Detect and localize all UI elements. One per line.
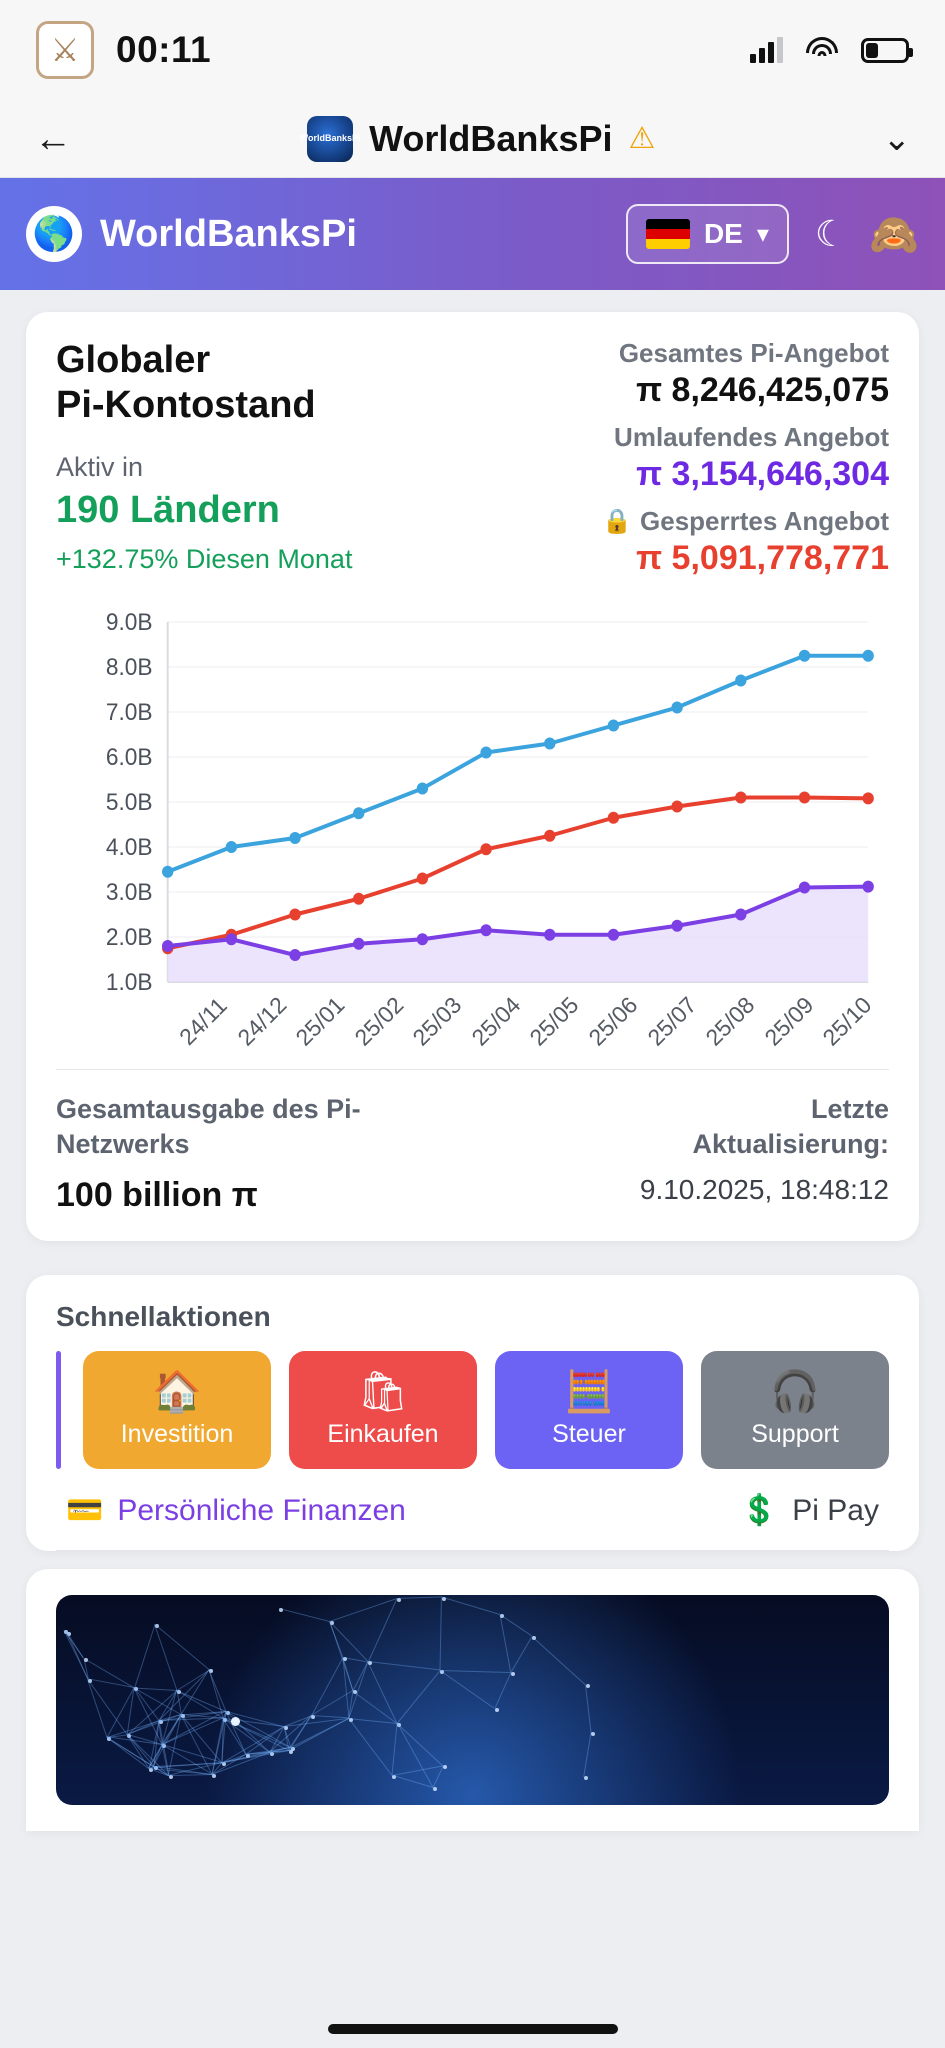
chart-x-label: 25/02: [349, 991, 409, 1051]
chevron-down-icon[interactable]: ⌄: [882, 119, 911, 158]
banner-edge: [349, 1718, 393, 1776]
network-globe-banner[interactable]: [56, 1595, 889, 1805]
svg-text:1.0B: 1.0B: [105, 968, 153, 996]
banner-edge: [494, 1672, 511, 1708]
banner-card: [26, 1569, 919, 1831]
banner-edge: [134, 1624, 155, 1688]
circulating-supply-value: π 3,154,646,304: [636, 455, 889, 493]
svg-text:3.0B: 3.0B: [105, 878, 153, 906]
browser-title-group: [100, 116, 863, 162]
home-indicator: [328, 2024, 618, 2034]
chart-canvas: [56, 608, 889, 1008]
quick-actions-divider: [56, 1550, 889, 1551]
banner-edge: [532, 1636, 586, 1685]
moon-icon[interactable]: ☾: [814, 213, 848, 254]
castle-icon: ⚔: [36, 21, 94, 79]
banner-edge: [392, 1765, 443, 1776]
banner-edge: [511, 1636, 533, 1673]
wallet-icon: 💳: [66, 1494, 104, 1528]
shopping-bag-icon: 🛍: [357, 1369, 409, 1414]
quick-action-label: Steuer: [552, 1419, 626, 1448]
svg-text:4.0B: 4.0B: [105, 833, 153, 861]
chart-x-axis-labels: [56, 991, 889, 1051]
app-header: [0, 178, 945, 290]
banner-edge: [64, 1630, 89, 1679]
quick-actions-card: [26, 1275, 919, 1551]
quick-action-label: Einkaufen: [327, 1419, 439, 1448]
browser-top-bar: [0, 100, 945, 178]
banner-edge: [368, 1598, 397, 1661]
status-bar-left: [36, 21, 211, 79]
balance-left: [56, 338, 352, 575]
supply-panel: [602, 338, 889, 578]
balance-title-line1: Globaler: [56, 339, 211, 381]
link-label: Pi Pay: [792, 1493, 879, 1527]
quick-action-label: Support: [751, 1419, 839, 1448]
chart-x-label: 25/01: [290, 991, 350, 1051]
active-countries: 190 Ländern: [56, 488, 280, 531]
battery-icon: [861, 38, 909, 63]
chevron-down-icon: ▾: [756, 220, 769, 248]
quick-action-einkaufen[interactable]: [289, 1351, 477, 1469]
last-update-block: [640, 1092, 889, 1206]
banner-node: [584, 1776, 588, 1780]
chart-x-label: 25/08: [700, 991, 760, 1051]
banner-edge: [440, 1670, 495, 1709]
status-bar-right: [750, 37, 909, 63]
total-spend-value: 100 billion π: [56, 1176, 258, 1215]
banner-edge: [88, 1679, 108, 1737]
chart-x-label: 25/10: [817, 991, 877, 1051]
language-selector[interactable]: [626, 204, 789, 264]
banner-node: [289, 1750, 293, 1754]
svg-text:5.0B: 5.0B: [105, 788, 153, 816]
chart-x-label: 24/11: [173, 992, 232, 1051]
back-arrow-icon[interactable]: ←: [34, 117, 72, 160]
banner-edge: [440, 1670, 511, 1673]
page-title: WorldBanksPi: [369, 117, 613, 159]
banner-edge: [583, 1732, 591, 1777]
signal-bars-icon: [750, 37, 783, 63]
banner-edge: [397, 1670, 441, 1724]
chart-footer: [56, 1092, 889, 1215]
quick-action-investition[interactable]: [83, 1351, 271, 1469]
chart-x-label: 25/03: [407, 991, 467, 1051]
fingerprint-icon[interactable]: 🙈: [869, 212, 919, 257]
svg-text:6.0B: 6.0B: [105, 743, 153, 771]
link-personal-finance[interactable]: [66, 1493, 406, 1528]
circulating-supply-label: Umlaufendes Angebot: [614, 422, 889, 452]
quick-actions-row: [56, 1351, 889, 1469]
banner-edge: [585, 1684, 592, 1732]
locked-supply-value: π 5,091,778,771: [636, 539, 889, 577]
accent-bar: [56, 1351, 61, 1469]
supply-chart: [56, 608, 889, 1051]
total-supply-label: Gesamtes Pi-Angebot: [618, 338, 889, 368]
home-icon: 🏠: [152, 1369, 202, 1414]
calculator-icon: 🧮: [564, 1369, 614, 1414]
banner-edge: [500, 1614, 532, 1636]
quick-actions-title: Schnellaktionen: [56, 1301, 271, 1333]
banner-edge: [397, 1723, 444, 1766]
balance-top-row: [56, 338, 889, 578]
card-divider: [56, 1069, 889, 1070]
banner-edge: [442, 1597, 501, 1616]
last-update-time: 9.10.2025, 18:48:12: [639, 1174, 889, 1206]
brand-label: WorldBanksPi: [100, 212, 357, 255]
credit-card-icon: 💲: [740, 1494, 779, 1528]
status-clock: 00:11: [116, 29, 212, 70]
globe-icon: 🌎: [26, 206, 82, 262]
last-update-label-line2: Aktualisierung:: [692, 1129, 889, 1160]
quick-action-links: [56, 1493, 889, 1528]
last-update-label-line1: Letzte: [810, 1094, 889, 1124]
svg-text:2.0B: 2.0B: [105, 923, 153, 951]
headset-icon: 🎧: [770, 1369, 820, 1414]
chart-x-label: 25/05: [524, 991, 584, 1051]
site-favicon-icon: WorldBanksPi: [307, 116, 353, 162]
banner-edge: [432, 1766, 443, 1788]
language-code: DE: [703, 218, 743, 249]
wifi-icon: [805, 37, 839, 63]
german-flag-icon: [646, 219, 690, 249]
page-content: [0, 290, 945, 1831]
banner-edge: [368, 1661, 440, 1670]
locked-supply-label-row: [602, 506, 889, 537]
chart-x-label: 25/04: [466, 991, 526, 1051]
active-label: Aktiv in: [56, 451, 144, 482]
banner-edge: [392, 1723, 398, 1775]
total-spend-block: [56, 1092, 476, 1215]
total-supply-value: π 8,246,425,075: [636, 371, 889, 409]
quick-action-support[interactable]: [701, 1351, 889, 1469]
banner-edge: [500, 1614, 512, 1672]
banner-edge: [440, 1597, 442, 1670]
quick-action-label: Investition: [120, 1419, 234, 1448]
svg-text:9.0B: 9.0B: [105, 608, 153, 636]
balance-title-line2: Pi-Kontostand: [56, 383, 316, 426]
banner-edge: [279, 1608, 330, 1622]
lock-icon: 🔒: [602, 508, 633, 535]
status-bar: [0, 0, 945, 100]
banner-edge: [397, 1596, 442, 1599]
chart-x-label: 25/06: [583, 991, 643, 1051]
svg-text:8.0B: 8.0B: [105, 653, 153, 681]
link-pi-pay[interactable]: [741, 1493, 879, 1528]
warning-triangle-icon[interactable]: ⚠: [628, 121, 656, 155]
locked-supply-label: Gesperrtes Angebot: [640, 506, 889, 536]
total-spend-label: Gesamtausgabe des Pi-Netzwerks: [56, 1094, 361, 1160]
monthly-change: +132.75% Diesen Monat: [56, 543, 353, 574]
chart-x-label: 24/12: [231, 991, 292, 1051]
banner-edge: [329, 1621, 353, 1691]
link-label: Persönliche Finanzen: [117, 1493, 406, 1527]
chart-x-label: 25/09: [759, 991, 819, 1051]
quick-action-steuer[interactable]: [495, 1351, 683, 1469]
chart-x-label: 25/07: [642, 991, 702, 1051]
balance-card: [26, 312, 919, 1241]
banner-edge: [311, 1657, 344, 1716]
svg-text:7.0B: 7.0B: [105, 698, 153, 726]
banner-node: [591, 1732, 595, 1736]
